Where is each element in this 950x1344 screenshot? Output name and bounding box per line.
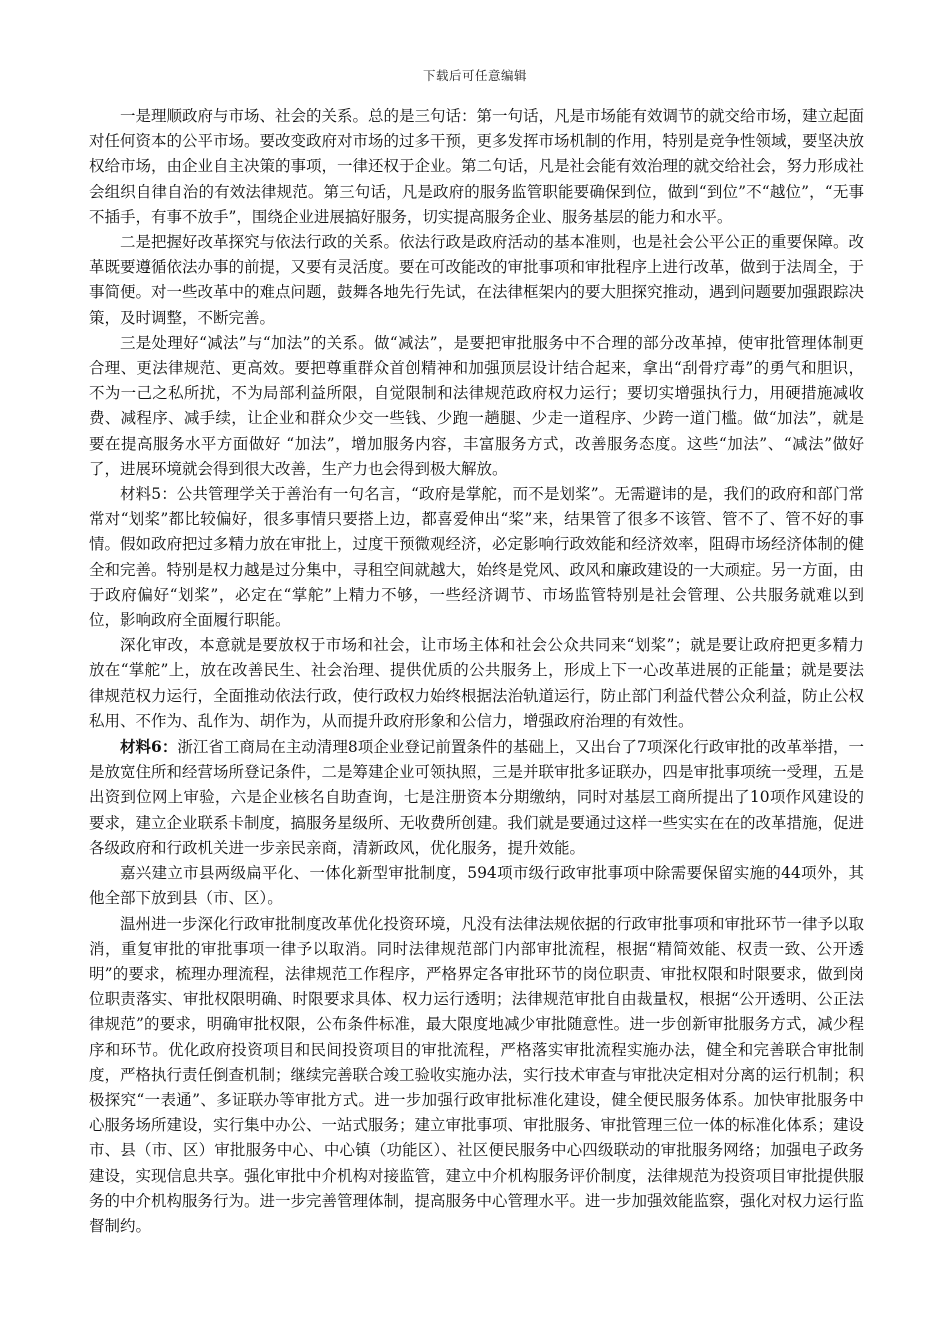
paragraph-text: 浙江省工商局在主动清理8项企业登记前置条件的基础上，又出台了7项深化行政审批的改革举措，一是放宽住所和经营场所登记条件，二是筹建企业可领执照，三是并联审批多证联办，四是审批事项统一受理，五是出资到位网上审验，六是企业核名自助查询，七是注册资本分期缴纳，同时对基层工商所提出了10项作风建设的要求，建立企业联系卡制度，搞服务星级所、无收费所创建。我们就是要通过这样一些实实在在的改革措施，促进各级政府和行政机关进一步亲民亲商，清新政风，优化服务，提升效能。 bbox=[89, 738, 865, 857]
document-body bbox=[89, 104, 864, 1239]
paragraph-text: 一是理顺政府与市场、社会的关系。总的是三句话：第一句话，凡是市场能有效调节的就交给市场，建立起面对任何资本的公平市场。要改变政府对市场的过多干预，更多发挥市场机制的作用，特别是竞争性领域，要坚决放权给市场，由企业自主决策的事项，一律还权于企业。第二句话，凡是社会能有效治理的就交给社会，努力形成社会组织自律自治的有效法律规范。第三句话，凡是政府的服务监管职能要确保到位，做到“到位”不“越位”，“无事不插手，有事不放手”，围绕企业进展搞好服务，切实提高服务企业、服务基层的能力和水平。 bbox=[89, 107, 865, 226]
paragraph-material-5 bbox=[89, 482, 864, 633]
paragraph-3 bbox=[89, 331, 864, 482]
paragraph-2 bbox=[89, 230, 864, 331]
paragraph-text: 温州进一步深化行政审批制度改革优化投资环境，凡没有法律法规依据的行政审批事项和审批环节一律予以取消，重复审批的审批事项一律予以取消。同时法律规范部门内部审批流程，根据“精简效能、权责一致、公开透明”的要求，梳理办理流程，法律规范工作程序，严格界定各审批环节的岗位职责、审批权限和时限要求，做到岗位职责落实、审批权限明确、时限要求具体、权力运行透明；法律规范审批自由裁量权，根据“公开透明、公正法律规范”的要求，明确审批权限，公布条件标准，最大限度地减少审批随意性。进一步创新审批服务方式，减少程序和环节。优化政府投资项目和民间投资项目的审批流程，严格落实审批流程实施办法，健全和完善联合审批制度，严格执行责任倒查机制；继续完善联合竣工验收实施办法，实行技术审查与审批决定相对分离的运行机制；积极探究“一表通”、多证联办等审批方式。进一步加强行政审批标准化建设，健全便民服务体系。加快审批服务中心服务场所建设，实行集中办公、一站式服务；建立审批事项、审批服务、审批管理三位一体的标准化体系；建设市、县（市、区）审批服务中心、中心镇（功能区）、社区便民服务中心四级联动的审批服务网络；加强电子政务建设，实现信息共享。强化审批中介机构对接监管，建立中介机构服务评价制度，法律规范为投资项目审批提供服务的中介机构服务行为。进一步完善管理体制，提高服务中心管理水平。进一步加强效能监察，强化对权力运行监督制约。 bbox=[89, 914, 865, 1235]
paragraph-text: 二是把握好改革探究与依法行政的关系。依法行政是政府活动的基本准则，也是社会公平公正的重要保障。改革既要遵循依法办事的前提，又要有灵活度。要在可改能改的审批事项和审批程序上进行改革，做到于法周全，于事简便。对一些改革中的难点问题，鼓舞各地先行先试，在法律框架内的要大胆探究推动，遇到问题要加强跟踪决策，及时调整，不断完善。 bbox=[89, 233, 865, 327]
paragraph-8 bbox=[89, 912, 864, 1240]
material-6-label: 材料6： bbox=[120, 737, 178, 757]
paragraph-5 bbox=[89, 633, 864, 734]
paragraph-text: 三是处理好“减法”与“加法”的关系。做“减法”，是要把审批服务中不合理的部分改革掉，使审批管理体制更合理、更法律规范、更高效。要把尊重群众首创精神和加强顶层设计结合起来，拿出“刮骨疗毒”的勇气和胆识，不为一己之私所扰，不为局部利益所限，自觉限制和法律规范政府权力运行；要切实增强执行力，用硬措施减收费、减程序、减手续，让企业和群众少交一些钱、少跑一趟腿、少走一道程序、少跨一道门槛。做“加法”，就是要在提高服务水平方面做好 “加法”，增加服务内容，丰富服务方式，改善服务态度。这些“加法”、“减法”做好了，进展环境就会得到很大改善，生产力也会得到极大解放。 bbox=[89, 333, 864, 478]
paragraph-material-6 bbox=[89, 734, 864, 861]
paragraph-7 bbox=[89, 861, 864, 911]
paragraph-text: 嘉兴建立市县两级扁平化、一体化新型审批制度，594项市级行政审批事项中除需要保留实施的44项外，其他全部下放到县（市、区）。 bbox=[89, 864, 864, 908]
paragraph-text: 材料5：公共管理学关于善治有一句名言，“政府是掌舵，而不是划桨”。无需避讳的是，我们的政府和部门常常对“划桨”都比较偏好，很多事情只要搭上边，都喜爱伸出“桨”来，结果管了很多不该管、管不了、管不好的事情。假如政府把过多精力放在审批上，过度干预微观经济，必定影响行政效能和经济效率，阻碍市场经济体制的健全和完善。特别是权力越是过分集中，寻租空间就越大，始终是党风、政风和廉政建设的一大顽症。另一方面，由于政府偏好“划桨”，必定在“掌舵”上精力不够，一些经济调节、市场监管特别是社会管理、公共服务就难以到位，影响政府全面履行职能。 bbox=[89, 485, 865, 630]
paragraph-1 bbox=[89, 104, 864, 230]
page-header: 下载后可任意编辑 bbox=[422, 68, 527, 83]
paragraph-text: 深化审改，本意就是要放权于市场和社会，让市场主体和社会公众共同来“划桨”；就是要让政府把更多精力放在“掌舵”上，放在改善民生、社会治理、提供优质的公共服务上，形成上下一心改革进展的正能量；就是要法律规范权力运行，全面推动依法行政，使行政权力始终根据法治轨道运行，防止部门利益代替公众利益，防止公权私用、不作为、乱作为、胡作为，从而提升政府形象和公信力，增强政府治理的有效性。 bbox=[89, 636, 865, 730]
